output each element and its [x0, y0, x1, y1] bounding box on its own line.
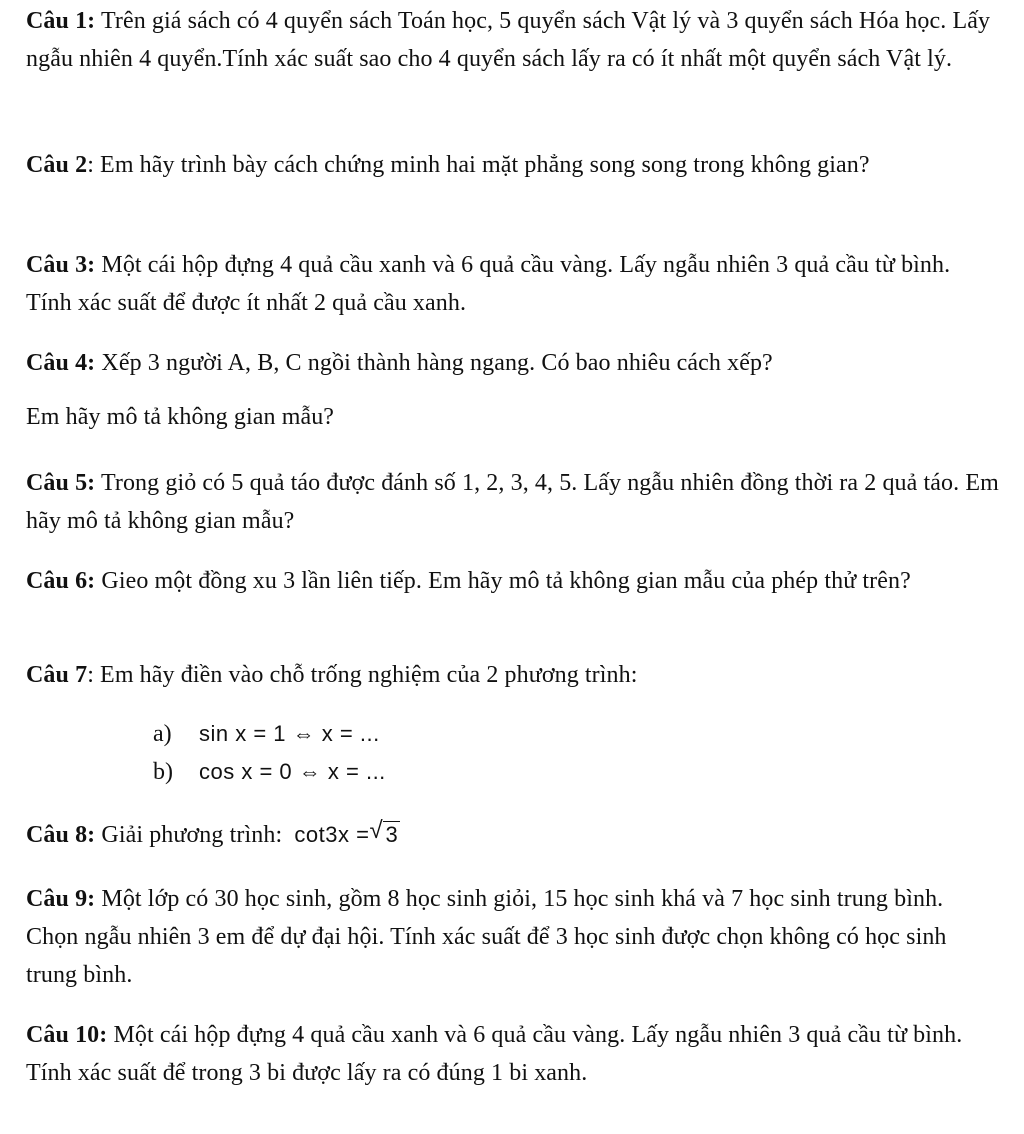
question-7-label: Câu 7	[26, 662, 88, 688]
question-8-label: Câu 8:	[26, 822, 96, 848]
question-1-text: Trên giá sách có 4 quyển sách Toán học, 5 quyển sách Vật lý và 3 quyển sách Hóa học. Lấy ngẫu nhiên 4 quyển.Tính xác suất sao cho 4 quyển sách lấy ra có ít nhất một quyển sách Vật lý.	[26, 8, 991, 72]
question-7-item-a-expr: sin x = 1 ⇔ x = ...	[199, 721, 380, 746]
question-3	[26, 246, 1001, 322]
question-7-item-b-expr: cos x = 0 ⇔ x = ...	[199, 759, 386, 784]
question-8-text: Giải phương trình:	[101, 822, 283, 848]
question-10-label: Câu 10:	[26, 1022, 108, 1048]
question-4-text: Xếp 3 người A, B, C ngồi thành hàng ngang. Có bao nhiêu cách xếp?	[101, 350, 773, 376]
question-4-extra	[26, 398, 1001, 436]
question-7-item-b	[153, 756, 386, 788]
question-8	[26, 816, 1001, 854]
question-7	[26, 656, 1001, 694]
question-5-label: Câu 5:	[26, 470, 96, 496]
question-7-item-b-letter: b)	[153, 759, 173, 785]
question-3-label: Câu 3:	[26, 252, 96, 278]
question-9-label: Câu 9:	[26, 886, 96, 912]
question-7-item-a-letter: a)	[153, 721, 172, 747]
question-8-expr-left: cot3x =	[294, 822, 370, 847]
question-4-label: Câu 4:	[26, 350, 96, 376]
question-4-extra-text: Em hãy mô tả không gian mẫu?	[26, 404, 335, 430]
square-root-sign: √	[369, 817, 384, 844]
question-2-text: : Em hãy trình bày cách chứng minh hai mặt phẳng song song trong không gian?	[87, 152, 870, 178]
question-2	[26, 146, 1001, 184]
question-6	[26, 562, 1001, 600]
question-8-expr	[294, 817, 400, 847]
question-7-item-a	[153, 718, 380, 750]
question-1-label: Câu 1:	[26, 8, 96, 34]
question-1	[26, 2, 1001, 78]
question-6-text: Gieo một đồng xu 3 lần liên tiếp. Em hãy mô tả không gian mẫu của phép thử trên?	[101, 568, 911, 594]
question-10	[26, 1016, 1001, 1092]
question-5-text: Trong giỏ có 5 quả táo được đánh số 1, 2, 3, 4, 5. Lấy ngẫu nhiên đồng thời ra 2 quả táo. Em hãy mô tả không gian mẫu?	[26, 470, 999, 534]
question-3-text: Một cái hộp đựng 4 quả cầu xanh và 6 quả cầu vàng. Lấy ngẫu nhiên 3 quả cầu từ bình. Tính xác suất để được ít nhất 2 quả cầu xanh.	[26, 252, 951, 316]
question-9-text: Một lớp có 30 học sinh, gồm 8 học sinh giỏi, 15 học sinh khá và 7 học sinh trung bình. Chọn ngẫu nhiên 3 em để dự đại hội. Tính xác suất để 3 học sinh được chọn không có học sinh trung bình.	[26, 886, 947, 988]
square-root	[369, 816, 400, 854]
question-9	[26, 880, 1001, 994]
question-10-text: Một cái hộp đựng 4 quả cầu xanh và 6 quả cầu vàng. Lấy ngẫu nhiên 3 quả cầu từ bình. Tính xác suất để trong 3 bi được lấy ra có đúng 1 bi xanh.	[26, 1022, 963, 1086]
question-6-label: Câu 6:	[26, 568, 96, 594]
question-5	[26, 464, 1001, 540]
question-7-text: : Em hãy điền vào chỗ trống nghiệm của 2 phương trình:	[87, 662, 638, 688]
question-2-label: Câu 2	[26, 152, 88, 178]
square-root-radicand: 3	[385, 822, 399, 847]
question-4	[26, 344, 1001, 382]
